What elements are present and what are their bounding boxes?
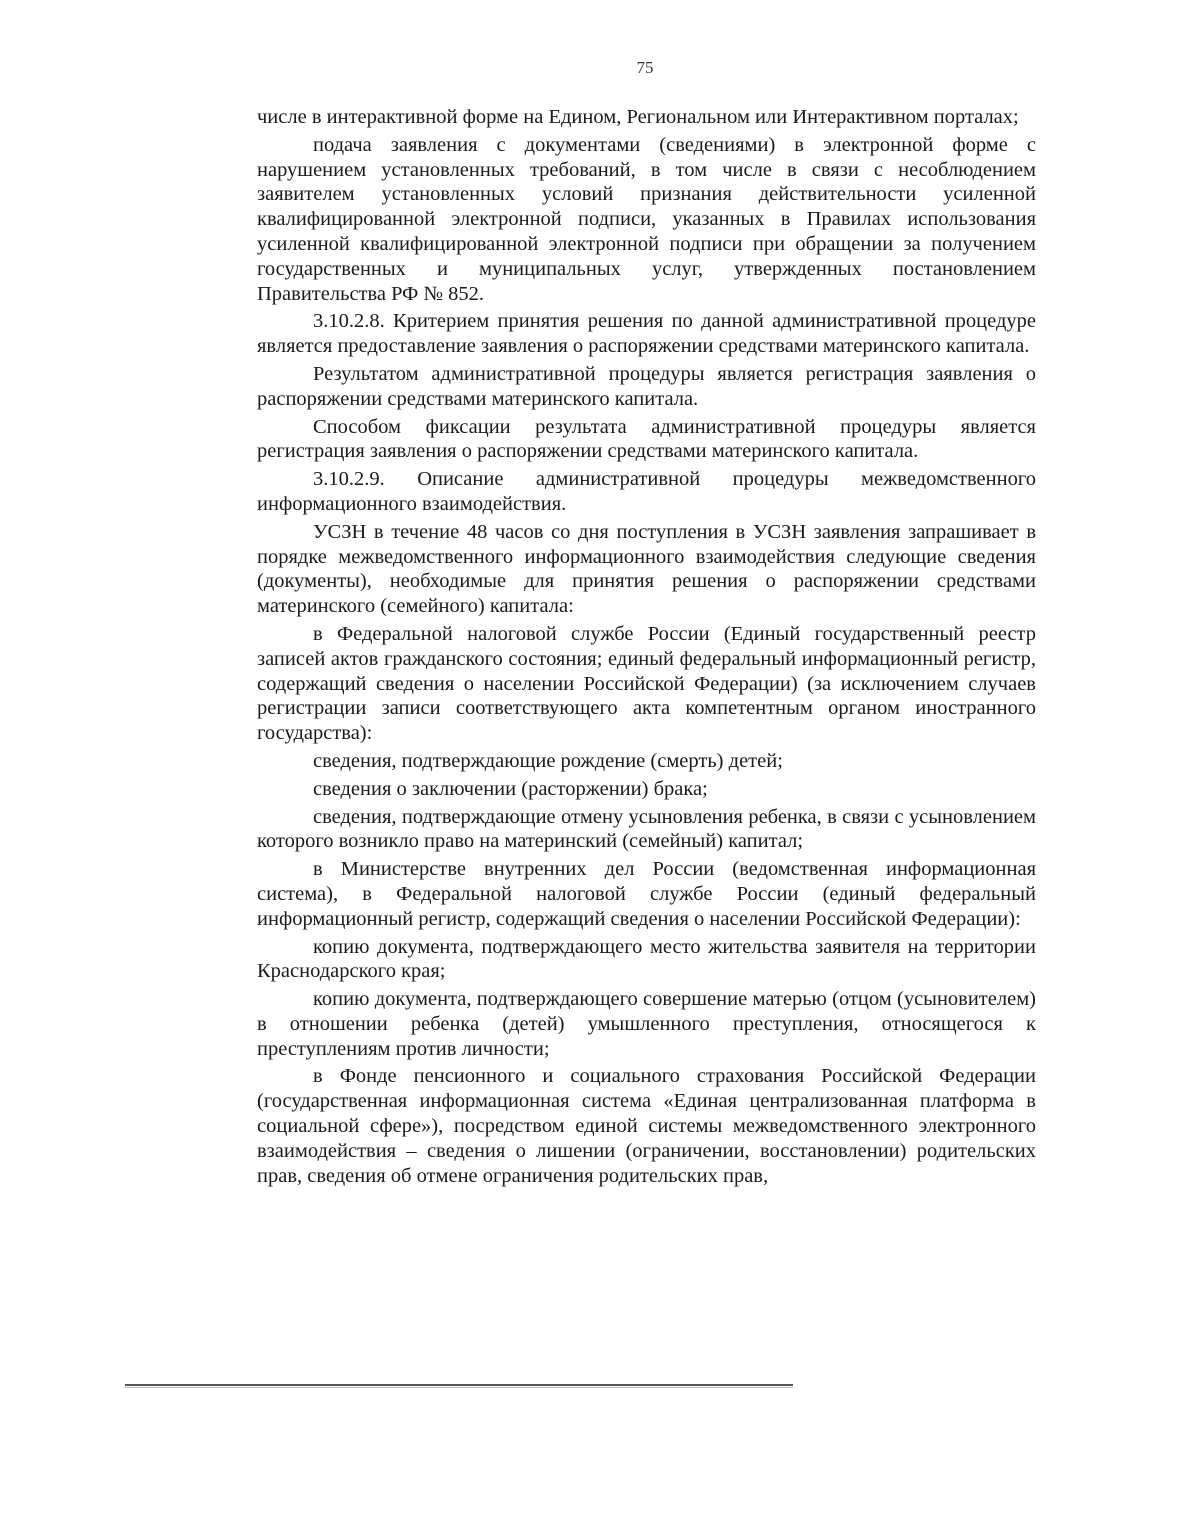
paragraph: Способом фиксации результата административной процедуры является регистрация заявления о распоряжении средствами материнского капитала.: [257, 415, 1036, 463]
paragraph: копию документа, подтверждающего место жительства заявителя на территории Краснодарского края;: [257, 935, 1036, 983]
paragraph: числе в интерактивной форме на Едином, Региональном или Интерактивном порталах;: [257, 106, 1019, 128]
paragraph: 3.10.2.9. Описание административной процедуры межведомственного информационного взаимодействия.: [257, 468, 1036, 515]
paragraph: 3.10.2.8. Критерием принятия решения по данной административной процедуре является предоставление заявления о распоряжении средствами материнского капитала.: [257, 310, 1036, 358]
document-body: [257, 105, 1036, 1188]
paragraph: сведения, подтверждающие отмену усыновления ребенка, в связи с усыновлением которого возникло право на материнский (семейный) капитал;: [257, 805, 1036, 853]
page-number: 75: [636, 58, 654, 77]
paragraph: УСЗН в течение 48 часов со дня поступления в УСЗН заявления запрашивает в порядке межведомственного информационного взаимодействия следующие сведения (документы), необходимые для принятия решения о распоряжении средствами материнского (семейного) капитала:: [257, 520, 1036, 618]
paragraph: в Федеральной налоговой службе России (Единый государственный реестр записей актов гражданского состояния; единый федеральный информационный регистр, содержащий сведения о населении Российской Федерации) (за исключением случаев регистрации записи соответствующего акта компетентным органом иностранного государства):: [257, 622, 1036, 745]
paragraph: Результатом административной процедуры является регистрация заявления о распоряжении средствами материнского капитала.: [257, 362, 1036, 410]
paragraph: в Министерстве внутренних дел России (ведомственная информационная система), в Федеральной налоговой службе России (единый федеральный информационный регистр, содержащий сведения о населении Российской Федерации):: [257, 858, 1036, 930]
paragraph: копию документа, подтверждающего совершение матерью (отцом (усыновителем) в отношении ребенка (детей) умышленного преступления, относящегося к преступлениям против личности;: [257, 988, 1036, 1060]
footer-divider: [125, 1384, 793, 1386]
paragraph: подача заявления с документами (сведениями) в электронной форме с нарушением установленных требований, в том числе в связи с несоблюдением заявителем установленных условий признания действительности усиленной квалифицированной электронной подписи, указанных в Правилах использования усиленной квалифицированной электронной подписи при обращении за получением государственных и муниципальных услуг, утвержденных постановлением Правительства РФ № 852.: [257, 133, 1036, 305]
paragraph: сведения, подтверждающие рождение (смерть) детей;: [313, 749, 783, 772]
paragraph: сведения о заключении (расторжении) брака;: [313, 777, 708, 800]
paragraph: в Фонде пенсионного и социального страхования Российской Федерации (государственная информационная система «Единая централизованная платформа в социальной сфере»), посредством единой системы межведомственного электронного взаимодействия – сведения о лишении (ограничении, восстановлении) родительских прав, сведения об отмене ограничения родительских прав,: [257, 1065, 1036, 1187]
